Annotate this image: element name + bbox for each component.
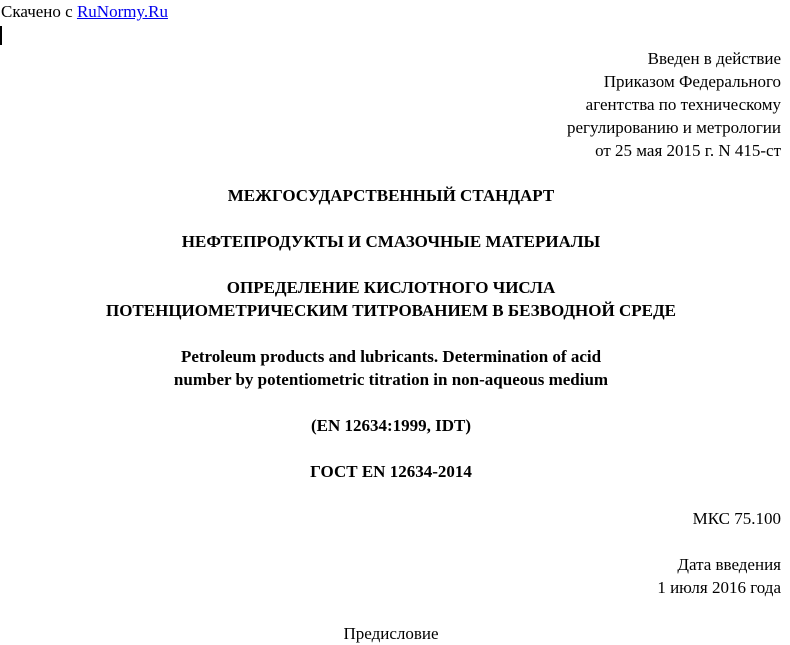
source-link[interactable]: RuNormy.Ru bbox=[76, 2, 168, 21]
approval-line: Введен в действие bbox=[647, 49, 781, 68]
text-cursor bbox=[0, 26, 2, 45]
title-ru-line: ОПРЕДЕЛЕНИЕ КИСЛОТНОГО ЧИСЛА bbox=[226, 278, 556, 297]
standard-subject-text: НЕФТЕПРОДУКТЫ И СМАЗОЧНЫЕ МАТЕРИАЛЫ bbox=[181, 232, 601, 251]
foreword-heading: Предисловие bbox=[343, 624, 439, 643]
approval-block bbox=[567, 47, 781, 162]
designation-text: ГОСТ EN 12634-2014 bbox=[310, 462, 472, 481]
introduction-label: Дата введения bbox=[677, 555, 781, 574]
approval-line: агентства по техническому bbox=[585, 95, 781, 114]
designation bbox=[0, 460, 782, 483]
standard-subject bbox=[0, 230, 782, 253]
title-ru bbox=[0, 276, 782, 322]
standard-type bbox=[0, 184, 782, 207]
approval-line: регулированию и метрологии bbox=[566, 118, 781, 137]
source-line bbox=[1, 2, 168, 22]
equivalence bbox=[0, 414, 782, 437]
approval-line: Приказом Федерального bbox=[603, 72, 781, 91]
title-en-line: number by potentiometric titration in non-aqueous medium bbox=[173, 370, 609, 389]
title-en bbox=[0, 345, 782, 391]
equivalence-text: (EN 12634:1999, IDT) bbox=[310, 416, 472, 435]
approval-line: от 25 мая 2015 г. N 415-ст bbox=[595, 141, 781, 160]
title-en-line: Petroleum products and lubricants. Determination of acid bbox=[180, 347, 602, 366]
source-prefix: Скачено с bbox=[1, 2, 77, 21]
mks-code: МКС 75.100 bbox=[692, 509, 781, 528]
introduction-date: 1 июля 2016 года bbox=[657, 578, 781, 597]
title-ru-line: ПОТЕНЦИОМЕТРИЧЕСКИМ ТИТРОВАНИЕМ В БЕЗВОДНОЙ СРЕДЕ bbox=[105, 301, 677, 320]
standard-type-text: МЕЖГОСУДАРСТВЕННЫЙ СТАНДАРТ bbox=[227, 186, 555, 205]
